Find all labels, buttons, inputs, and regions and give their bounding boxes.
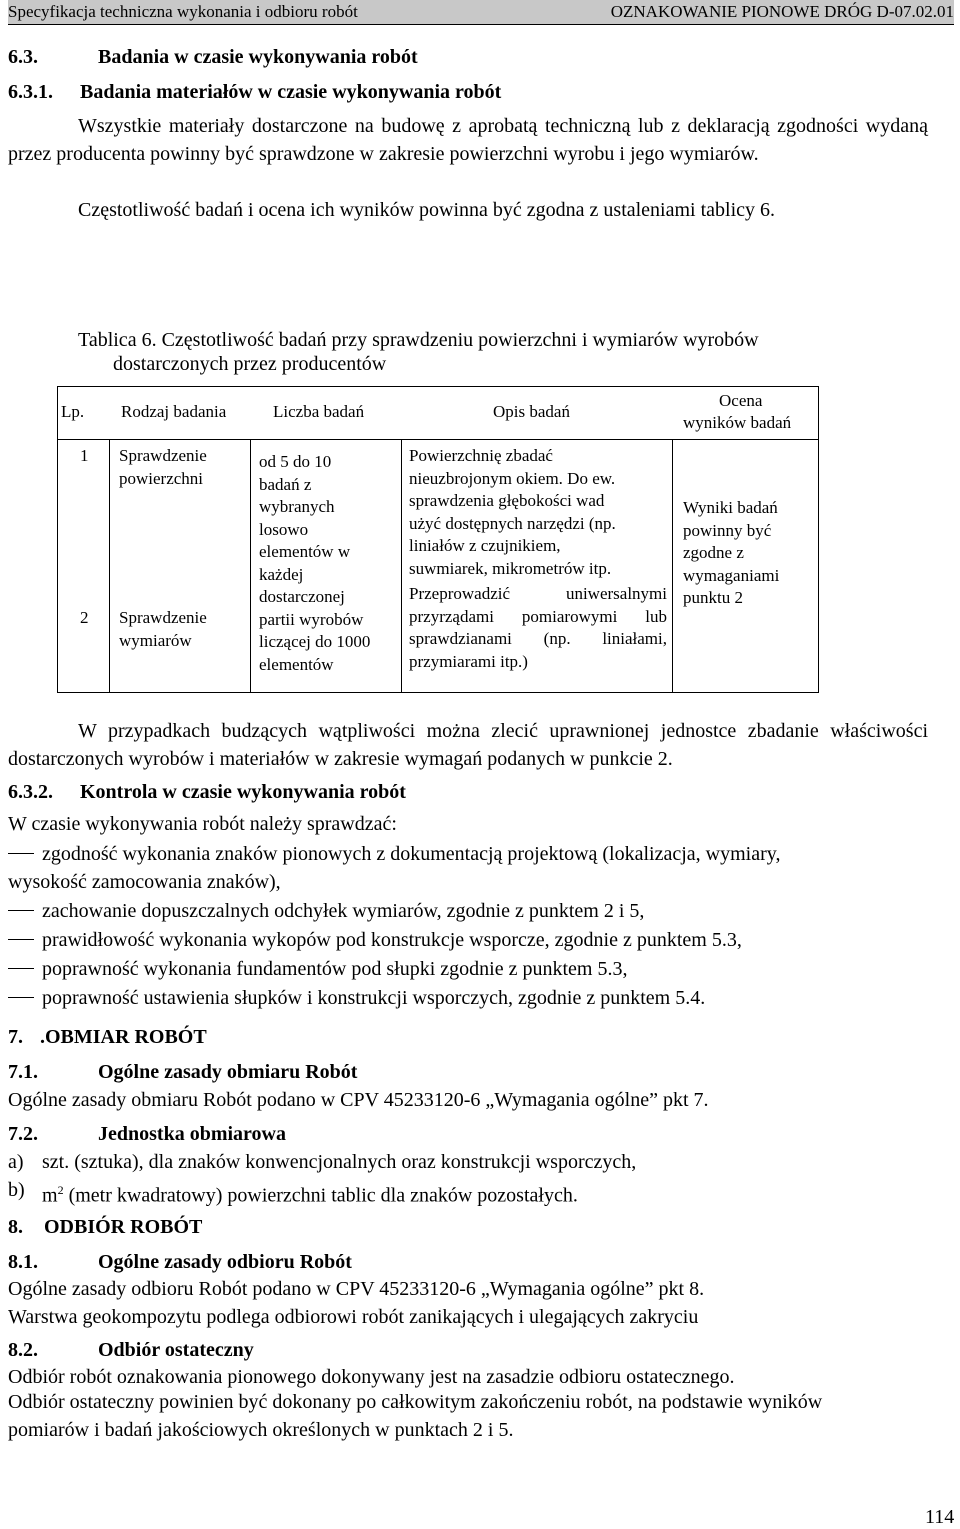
section-8-2-title: Odbiór ostateczny — [98, 1339, 254, 1361]
description-line: Przeprowadzić uniwersalnymi — [409, 584, 667, 603]
section-7-2-title: Jednostka obmiarowa — [98, 1123, 286, 1145]
description-cell-2 — [409, 583, 667, 673]
checks-intro: W czasie wykonywania robót należy sprawdzać: — [8, 813, 397, 835]
section-8-2-line-2: Odbiór ostateczny powinien być dokonany po całkowitym zakończeniu robót, na podstawie wyników pomiarów i badań jakościowych określonych w punktach 2 i 5. — [8, 1391, 823, 1441]
test-count-line: od 5 do 10 — [259, 452, 332, 471]
dash-bullet — [8, 939, 34, 940]
table-column-rule — [250, 439, 251, 692]
description-line: sprawdzenia głębokości wad — [409, 491, 605, 510]
header-test-type: Rodzaj badania — [121, 402, 227, 421]
dash-bullet — [8, 910, 34, 911]
evaluation-line: powinny być — [683, 520, 772, 540]
check-item: poprawność wykonania fundamentów pod słupki zgodnie z punktem 5.3, — [42, 958, 628, 980]
section-6-3-2-number: 6.3.2. — [8, 781, 53, 803]
dash-bullet — [8, 968, 34, 969]
description-line: liniałów z czujnikiem, — [409, 536, 561, 555]
table-caption-line-1: Tablica 6. Częstotliwość badań przy sprawdzeniu powierzchni i wymiarów wyrobów — [78, 329, 759, 351]
section-6-3-1-number: 6.3.1. — [8, 81, 53, 103]
row-1-lp: 1 — [80, 446, 89, 465]
description-line: przymiarami itp.) — [409, 651, 528, 671]
test-count-line: elementów w — [259, 542, 351, 561]
header-spec-title: Specyfikacja techniczna wykonania i odbioru robót — [8, 2, 358, 21]
row-2-type-line-2: wymiarów — [119, 631, 192, 650]
section-8-2-line-1: Odbiór robót oznakowania pionowego dokonywany jest na zasadzie odbioru ostatecznego. — [8, 1366, 735, 1388]
unit-b-line — [42, 1178, 578, 1208]
description-line: nieuzbrojonym okiem. Do ew. — [409, 468, 616, 488]
check-item-1-line-2: wysokość zamocowania znaków), — [8, 871, 281, 893]
description-line: przyrządami pomiarowymi lub — [409, 606, 667, 626]
description-line: suwmiarek, mikrometrów itp. — [409, 558, 612, 578]
section-6-3-1-title: Badania materiałów w czasie wykonywania robót — [80, 81, 502, 103]
section-8-1-line-2: Warstwa geokompozytu podlega odbiorowi robót zanikających i ulegających zakryciu — [8, 1306, 699, 1328]
evaluation-line: punktu 2 — [683, 588, 743, 607]
row-2-lp: 2 — [80, 608, 89, 627]
header-test-count: Liczba badań — [273, 402, 365, 421]
dash-bullet — [8, 997, 34, 998]
unit-b-text: (metr kwadratowy) powierzchni tablic dla znaków pozostałych. — [68, 1184, 578, 1207]
test-count-line: partii wyrobów — [259, 609, 364, 629]
section-7-1-number: 7.1. — [8, 1061, 38, 1083]
table-header-rule — [58, 439, 818, 440]
evaluation-line: wymaganiami — [683, 565, 780, 585]
header-evaluation-line-2: wyników badań — [683, 413, 792, 432]
section-7-1-title: Ogólne zasady obmiaru Robót — [98, 1061, 358, 1083]
section-7-number: 7. — [8, 1026, 23, 1048]
test-count-line: liczącej do 1000 — [259, 632, 371, 651]
description-line: użyć dostępnych narzędzi (np. — [409, 513, 616, 533]
check-item: zachowanie dopuszczalnych odchyłek wymiarów, zgodnie z punktem 2 i 5, — [42, 900, 645, 922]
description-cell-1 — [409, 445, 667, 580]
test-count-line: dostarczonej — [259, 587, 345, 606]
table-caption-line-2: dostarczonych przez producentów — [113, 353, 387, 375]
unit-b-exponent: 2 — [57, 1183, 64, 1197]
test-count-line: badań z — [259, 474, 312, 494]
header-section-title: OZNAKOWANIE PIONOWE DRÓG D-07.02.01 — [610, 2, 954, 21]
row-1-type-line-1: Sprawdzenie — [119, 446, 207, 465]
section-8-1-title: Ogólne zasady odbioru Robót — [98, 1251, 352, 1273]
section-7-2-number: 7.2. — [8, 1123, 38, 1145]
description-line: Powierzchnię zbadać — [409, 446, 553, 465]
section-8-number: 8. — [8, 1216, 23, 1238]
description-line: sprawdzianami (np. liniałami, — [409, 629, 667, 648]
header-evaluation-line-1: Ocena — [719, 391, 763, 410]
unit-a-text: szt. (sztuka), dla znaków konwencjonalnych oraz konstrukcji wsporczych, — [42, 1151, 637, 1173]
test-count-line: elementów — [259, 654, 334, 674]
evaluation-line: zgodne z — [683, 543, 744, 562]
dash-bullet — [8, 853, 34, 854]
section-7-1-text: Ogólne zasady obmiaru Robót podano w CPV 45233120-6 „Wymagania ogólne” pkt 7. — [8, 1089, 709, 1111]
test-count-cell — [259, 451, 399, 676]
evaluation-line: Wyniki badań — [683, 498, 778, 517]
row-1-type-line-2: powierzchni — [119, 469, 204, 488]
section-8-1-number: 8.1. — [8, 1251, 38, 1273]
materials-paragraph: Wszystkie materiały dostarczone na budowę z aprobatą techniczną lub z deklaracją zgodności wydaną przez producenta powinny być sprawdzone w zakresie powierzchni wyrobu i jego wymiarów. — [8, 115, 928, 165]
unit-b-symbol: m — [42, 1184, 58, 1207]
doubtful-cases-paragraph: W przypadkach budzących wątpliwości można zlecić uprawnionej jednostce zbadanie właściwości dostarczonych wyrobów i materiałów w zakresie wymagań podanych w punkcie 2. — [8, 720, 928, 770]
section-8-1-line-1: Ogólne zasady odbioru Robót podano w CPV 45233120-6 „Wymagania ogólne” pkt 8. — [8, 1278, 705, 1300]
header-test-description: Opis badań — [493, 402, 570, 421]
check-item: poprawność ustawienia słupków i konstrukcji wsporczych, zgodnie z punktem 5.4. — [42, 987, 706, 1009]
header-lp: Lp. — [61, 402, 85, 421]
section-6-3-title: Badania w czasie wykonywania robót — [98, 46, 418, 68]
section-7-title: .OBMIAR ROBÓT — [40, 1026, 207, 1048]
test-count-line: losowo — [259, 519, 309, 539]
table-6 — [57, 386, 819, 693]
unit-b-label: b) — [8, 1179, 25, 1201]
evaluation-cell — [683, 497, 813, 610]
table-column-rule — [672, 439, 673, 692]
running-header — [8, 0, 954, 25]
test-count-line: każdej — [259, 564, 304, 584]
row-2-type-line-1: Sprawdzenie — [119, 608, 207, 627]
page-number: 114 — [925, 1506, 955, 1528]
unit-a-label: a) — [8, 1151, 24, 1173]
section-8-2-number: 8.2. — [8, 1339, 38, 1361]
section-6-3-number: 6.3. — [8, 46, 38, 68]
table-column-rule — [401, 439, 402, 692]
section-6-3-2-title: Kontrola w czasie wykonywania robót — [80, 781, 406, 803]
section-8-title: ODBIÓR ROBÓT — [44, 1216, 203, 1238]
table-column-rule — [109, 439, 110, 692]
frequency-paragraph: Częstotliwość badań i ocena ich wyników powinna być zgodna z ustaleniami tablicy 6. — [78, 199, 776, 221]
check-item: prawidłowość wykonania wykopów pod konstrukcje wsporcze, zgodnie z punktem 5.3, — [42, 929, 742, 951]
check-item-1-line-1: zgodność wykonania znaków pionowych z dokumentacją projektową (lokalizacja, wymiary, — [42, 843, 781, 865]
test-count-line: wybranych — [259, 497, 335, 516]
